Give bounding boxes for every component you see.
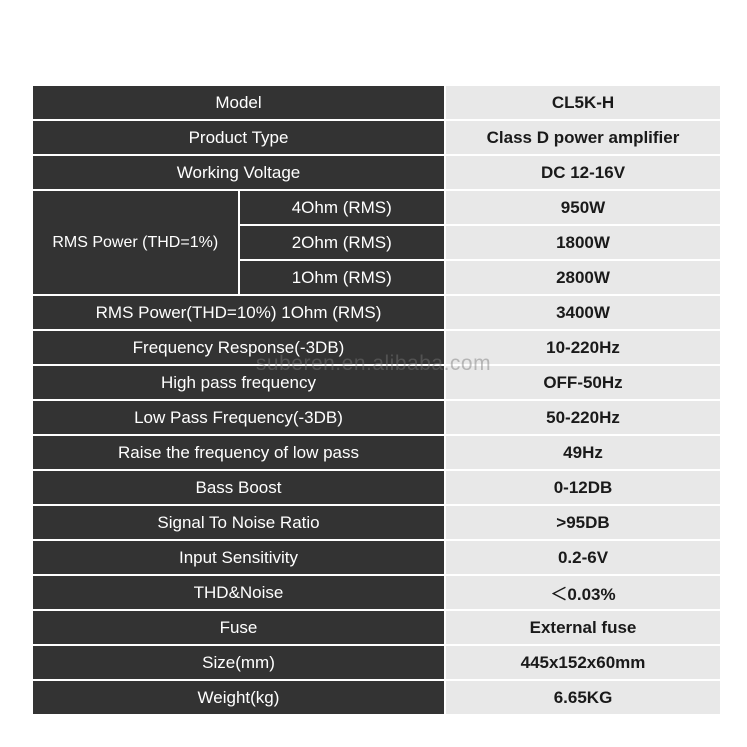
spec-label-text: Working Voltage bbox=[176, 162, 301, 182]
spec-label-text: Size(mm) bbox=[202, 652, 275, 672]
spec-value-text: DC 12-16V bbox=[540, 162, 626, 182]
spec-sublabel-cell bbox=[239, 225, 446, 260]
spec-value-cell bbox=[445, 435, 721, 470]
spec-label-cell bbox=[32, 295, 445, 330]
spec-label-cell bbox=[32, 330, 445, 365]
spec-value-text: 50-220Hz bbox=[546, 407, 620, 427]
spec-value-cell bbox=[445, 645, 721, 680]
spec-sublabel-text: 4Ohm (RMS) bbox=[291, 197, 392, 217]
spec-label-cell bbox=[32, 610, 445, 645]
table-row bbox=[32, 295, 721, 330]
spec-value-cell bbox=[445, 470, 721, 505]
spec-label-text: Low Pass Frequency(-3DB) bbox=[134, 407, 343, 427]
spec-group-label-text: RMS Power (THD=1%) bbox=[52, 233, 219, 251]
table-row bbox=[32, 400, 721, 435]
spec-sublabel-text: 2Ohm (RMS) bbox=[291, 232, 392, 252]
spec-value-cell bbox=[445, 85, 721, 120]
spec-value-text: 445x152x60mm bbox=[520, 652, 646, 672]
spec-label-cell bbox=[32, 505, 445, 540]
spec-value-text: >95DB bbox=[556, 512, 610, 532]
specification-table-container bbox=[31, 84, 716, 716]
spec-label-cell bbox=[32, 470, 445, 505]
spec-label-text: Frequency Response(-3DB) bbox=[132, 337, 345, 357]
spec-label-text: Raise the frequency of low pass bbox=[118, 442, 359, 462]
table-row bbox=[32, 365, 721, 400]
spec-label-text: High pass frequency bbox=[161, 372, 316, 392]
spec-label-cell bbox=[32, 365, 445, 400]
spec-label-text: THD&Noise bbox=[193, 582, 284, 602]
spec-value-text: OFF-50Hz bbox=[543, 372, 623, 392]
spec-label-cell bbox=[32, 120, 445, 155]
spec-label-text: Bass Boost bbox=[195, 477, 282, 497]
spec-label-cell bbox=[32, 155, 445, 190]
spec-value-cell bbox=[445, 680, 721, 715]
spec-value-text: 1800W bbox=[556, 232, 610, 252]
spec-label-text: Signal To Noise Ratio bbox=[157, 512, 320, 532]
spec-value-text: 0.2-6V bbox=[557, 547, 609, 567]
spec-value-cell bbox=[445, 610, 721, 645]
spec-value-text: 950W bbox=[560, 197, 606, 217]
spec-value-cell bbox=[445, 120, 721, 155]
spec-value-cell bbox=[445, 260, 721, 295]
spec-value-text: 3400W bbox=[556, 302, 610, 322]
spec-label-text: Input Sensitivity bbox=[178, 547, 299, 567]
spec-sublabel-cell bbox=[239, 260, 446, 295]
spec-value-cell bbox=[445, 540, 721, 575]
table-row bbox=[32, 575, 721, 610]
spec-label-cell bbox=[32, 400, 445, 435]
table-row bbox=[32, 470, 721, 505]
spec-value-cell bbox=[445, 295, 721, 330]
spec-label-cell bbox=[32, 645, 445, 680]
table-row bbox=[32, 330, 721, 365]
specification-table bbox=[31, 84, 722, 716]
table-row bbox=[32, 435, 721, 470]
spec-value-cell bbox=[445, 190, 721, 225]
table-row bbox=[32, 120, 721, 155]
spec-label-cell bbox=[32, 680, 445, 715]
table-row bbox=[32, 680, 721, 715]
table-row bbox=[32, 190, 721, 225]
spec-value-text: Class D power amplifier bbox=[486, 127, 680, 147]
spec-label-cell bbox=[32, 435, 445, 470]
table-row bbox=[32, 505, 721, 540]
spec-value-text: 6.65KG bbox=[553, 687, 613, 707]
spec-value-cell bbox=[445, 505, 721, 540]
spec-value-text: 2800W bbox=[556, 267, 610, 287]
spec-value-cell bbox=[445, 575, 721, 610]
spec-sublabel-cell bbox=[239, 190, 446, 225]
spec-value-cell bbox=[445, 155, 721, 190]
table-row bbox=[32, 155, 721, 190]
spec-sublabel-text: 1Ohm (RMS) bbox=[291, 267, 392, 287]
spec-value-text: CL5K-H bbox=[551, 92, 615, 112]
spec-label-text: Weight(kg) bbox=[197, 687, 280, 707]
spec-label-cell bbox=[32, 540, 445, 575]
spec-value-cell bbox=[445, 365, 721, 400]
table-row bbox=[32, 540, 721, 575]
spec-value-text: 49Hz bbox=[563, 442, 603, 462]
table-row bbox=[32, 610, 721, 645]
table-row bbox=[32, 85, 721, 120]
spec-label-text: Model bbox=[215, 92, 262, 112]
spec-value-text: ＜0.03% bbox=[550, 585, 616, 604]
spec-label-text: Fuse bbox=[219, 617, 258, 637]
spec-label-text: RMS Power(THD=10%) 1Ohm (RMS) bbox=[95, 302, 382, 322]
table-row bbox=[32, 645, 721, 680]
spec-label-text: Product Type bbox=[188, 127, 289, 147]
spec-label-cell bbox=[32, 85, 445, 120]
spec-label-cell bbox=[32, 575, 445, 610]
spec-value-cell bbox=[445, 330, 721, 365]
spec-value-cell bbox=[445, 225, 721, 260]
spec-value-text: External fuse bbox=[529, 617, 637, 637]
spec-value-text: 0-12DB bbox=[553, 477, 613, 497]
spec-value-text: 10-220Hz bbox=[546, 337, 620, 357]
spec-group-label-cell bbox=[32, 190, 239, 295]
spec-value-cell bbox=[445, 400, 721, 435]
watermark-text: suberen.en.alibaba.com bbox=[255, 352, 492, 375]
